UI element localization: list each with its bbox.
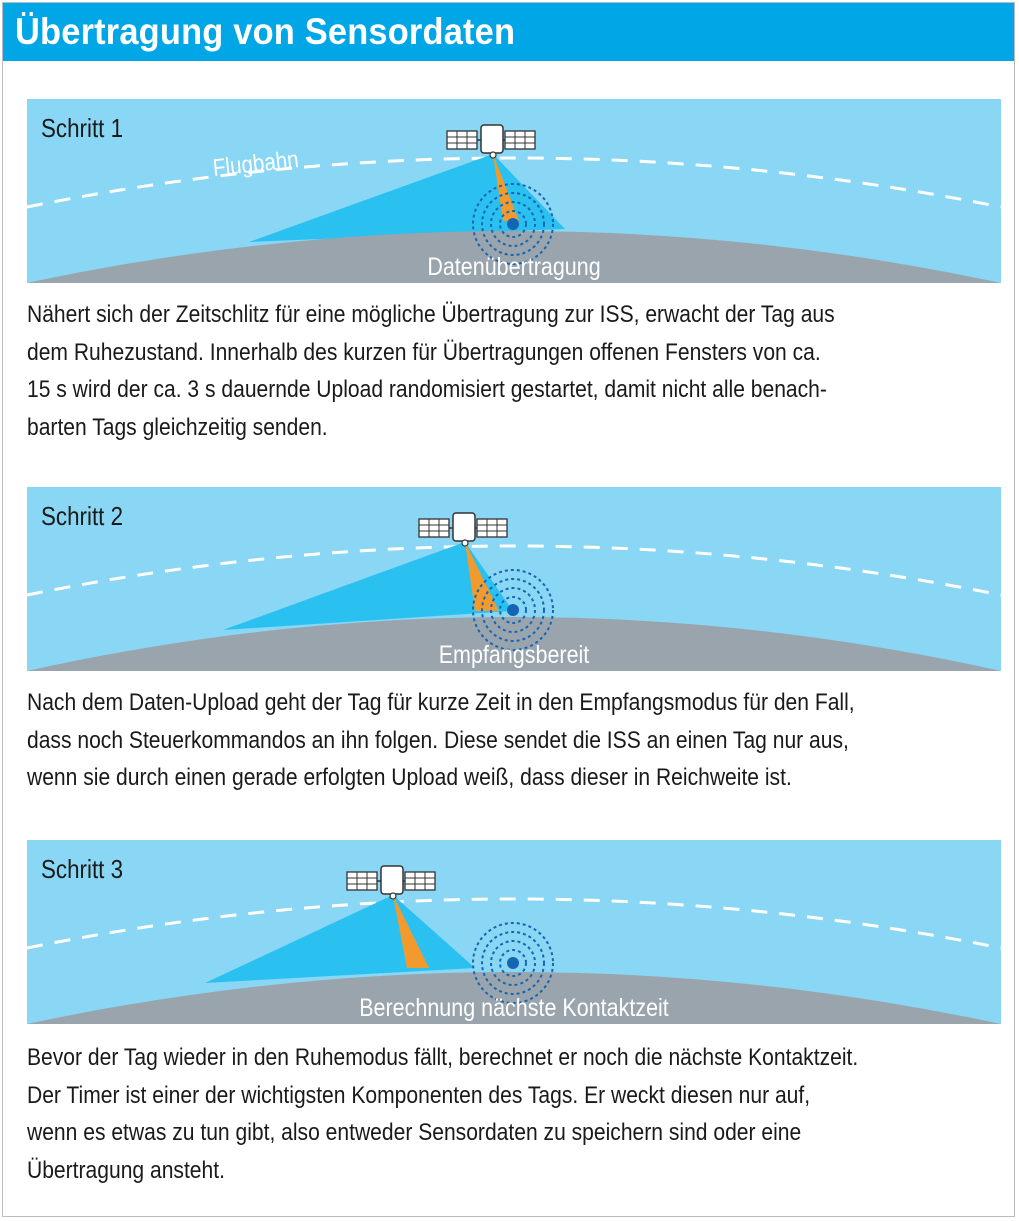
description-line: barten Tags gleichzeitig senden.	[27, 413, 328, 441]
step-1-description	[27, 296, 1002, 446]
step-1-panel	[27, 99, 1001, 283]
description-line: wenn es etwas zu tun gibt, also entweder Sensordaten zu speichern sind oder eine	[27, 1119, 802, 1146]
infographic-frame	[2, 2, 1015, 1217]
step-3-description	[27, 1039, 1002, 1189]
description-line: dem Ruhezustand. Innerhalb des kurzen für Übertragungen offenen Fensters von ca.	[27, 338, 821, 366]
description-line: Nach dem Daten-Upload geht der Tag für kurze Zeit in den Empfangsmodus für den Fall,	[27, 689, 855, 716]
state-label: Berechnung nächste Kontaktzeit	[359, 994, 669, 1022]
description-line: Der Timer ist einer der wichtigsten Komponenten des Tags. Er weckt diesen nur auf,	[27, 1081, 811, 1109]
description-line: Bevor der Tag wieder in den Ruhemodus fällt, berechnet er noch die nächste Kontaktzeit.	[27, 1044, 859, 1071]
orbit-label: Flugbahn	[211, 146, 300, 182]
step-2-description	[27, 684, 1002, 797]
step-label: Schritt 2	[41, 501, 124, 531]
title-bar	[3, 3, 1014, 61]
state-label: Datenübertragung	[427, 253, 601, 281]
state-label: Empfangsbereit	[438, 641, 590, 669]
description-line: Nähert sich der Zeitschlitz für eine mögliche Übertragung zur ISS, erwacht der Tag aus	[27, 301, 835, 328]
description-line: 15 s wird der ca. 3 s dauernde Upload randomisiert gestartet, damit nicht alle benach-	[27, 376, 827, 403]
step-2-panel	[27, 487, 1001, 671]
step-3-panel	[27, 840, 1001, 1024]
page-title: Übertragung von Sensordaten	[15, 11, 516, 52]
step-label: Schritt 3	[41, 854, 124, 884]
description-line: wenn sie durch einen gerade erfolgten Upload weiß, dass dieser in Reichweite ist.	[27, 764, 792, 791]
description-line: Übertragung ansteht.	[27, 1156, 225, 1184]
description-line: dass noch Steuerkommandos an ihn folgen. Diese sendet die ISS an einen Tag nur aus,	[27, 726, 849, 754]
step-label: Schritt 1	[41, 113, 124, 143]
